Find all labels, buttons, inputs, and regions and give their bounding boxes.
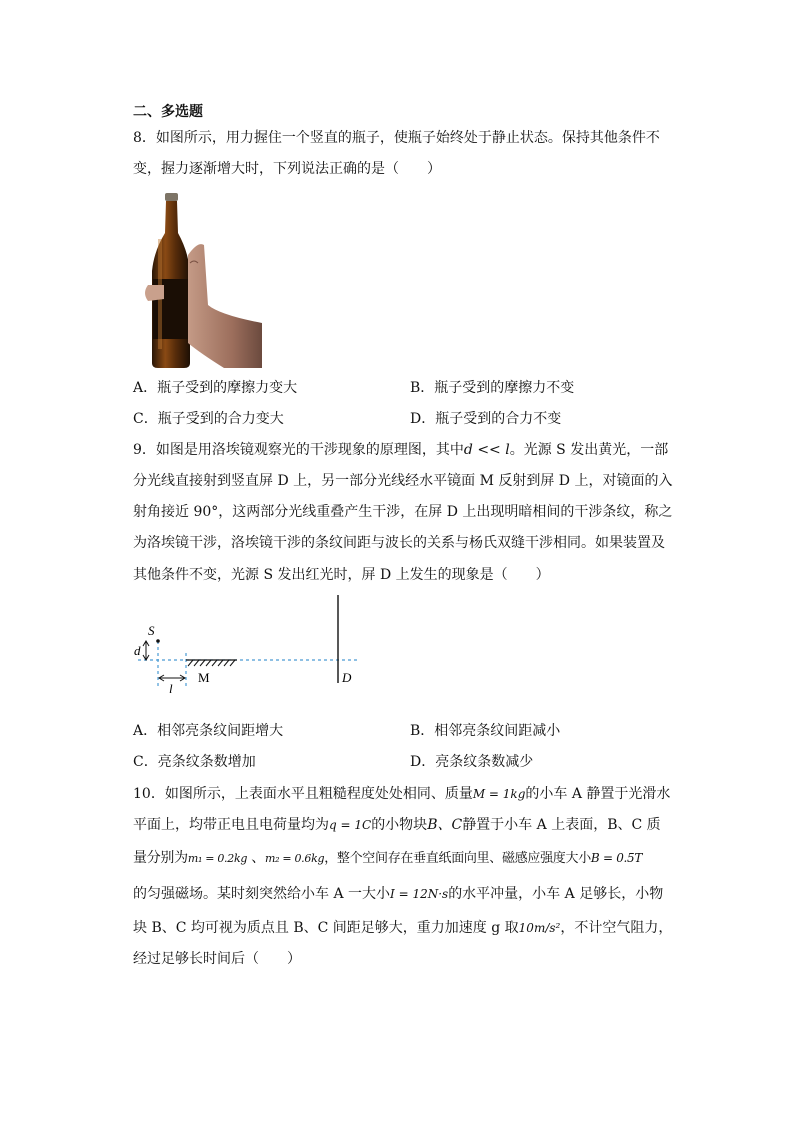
lloyd-mirror-diagram bbox=[130, 593, 370, 698]
q10-line2-part-a: 平面上，均带正电且电荷量均为 bbox=[133, 817, 329, 833]
q9-text-line2: 分光线直接射到竖直屏 D 上，另一部分光线经水平镜面 M 反射到屏 D 上，对镜面的入 bbox=[133, 473, 673, 489]
q9-option-c[interactable]: C．亮条纹条数增加 bbox=[133, 754, 256, 770]
q9-option-b[interactable]: B．相邻亮条纹间距减小 bbox=[410, 723, 561, 739]
q10-math-charge: q = 1C bbox=[329, 818, 372, 832]
q8-option-b[interactable]: B．瓶子受到的摩擦力不变 bbox=[410, 380, 575, 396]
q9-option-d[interactable]: D．亮条纹条数减少 bbox=[410, 754, 534, 770]
q9-text-line5: 其他条件不变，光源 S 发出红光时，屏 D 上发生的现象是（ ） bbox=[133, 567, 550, 583]
q9-math-d-much-less-l: d << l bbox=[463, 442, 510, 458]
q10-line5-part-b: ，不计空气阻力， bbox=[560, 920, 673, 936]
label-d: d bbox=[134, 643, 141, 658]
q10-math-gravity: 10m/s² bbox=[518, 921, 561, 935]
q8-option-c[interactable]: C．瓶子受到的合力变大 bbox=[133, 411, 284, 427]
q10-line5-part-a: 块 B、C 均可视为质点且 B、C 间距足够大，重力加速度 g 取 bbox=[133, 920, 519, 936]
q10-text-line4 bbox=[133, 886, 663, 902]
q10-line4-part-b: 的水平冲量，小车 A 足够长，小物 bbox=[448, 886, 664, 902]
q9-text-line1 bbox=[133, 442, 668, 458]
q10-text-line2 bbox=[133, 817, 661, 833]
q10-line2-part-b: 的小物块 bbox=[371, 817, 428, 833]
q10-math-m1: m₁ = 0.2kg bbox=[187, 852, 248, 865]
q9-text-line4: 为洛埃镜干涉，洛埃镜干涉的条纹间距与波长的关系与杨氏双缝干涉相同。如果装置及 bbox=[133, 535, 665, 551]
q10-line4-part-a: 的匀强磁场。某时刻突然给小车 A 一大小 bbox=[133, 886, 391, 902]
label-s: S bbox=[148, 623, 155, 638]
label-m: M bbox=[198, 670, 210, 685]
q10-math-mass-m: M = 1kg bbox=[472, 787, 526, 801]
q8-text-line1: 8．如图所示，用力握住一个竖直的瓶子，使瓶子始终处于静止状态。保持其他条件不 bbox=[133, 130, 660, 146]
q10-line2-part-c: 静置于小车 A 上表面，B、C 质 bbox=[462, 817, 661, 833]
q10-math-impulse: I = 12N·s bbox=[390, 887, 449, 901]
q10-text-line3 bbox=[133, 850, 642, 867]
q10-math-m2: m₂ = 0.6kg bbox=[264, 852, 325, 865]
label-screen-d: D bbox=[342, 670, 352, 685]
q8-text-line2: 变，握力逐渐增大时，下列说法正确的是（ ） bbox=[133, 161, 441, 177]
q8-option-a[interactable]: A．瓶子受到的摩擦力变大 bbox=[133, 380, 298, 396]
q9-line1-part-b: 。光源 S 发出黄光，一部 bbox=[509, 442, 669, 458]
q10-line3-part-c: ，整个空间存在垂直纸面向里、磁感应强度大小 bbox=[324, 851, 591, 866]
q10-text-line5 bbox=[133, 920, 672, 936]
bottle-in-hand-image bbox=[140, 193, 262, 368]
q8-option-d[interactable]: D．瓶子受到的合力不变 bbox=[410, 411, 562, 427]
q10-line1-part-a: 10．如图所示，上表面水平且粗糙程度处处相同、质量 bbox=[133, 786, 473, 802]
q10-line1-part-b: 的小车 A 静置于光滑水 bbox=[525, 786, 671, 802]
q10-text-line1 bbox=[133, 786, 670, 802]
q10-line3-part-b: 、 bbox=[247, 850, 265, 866]
q10-line3-part-a: 量分别为 bbox=[133, 850, 188, 866]
q10-math-b-field: B = 0.5T bbox=[590, 851, 643, 865]
source-point bbox=[156, 639, 160, 643]
q9-option-a[interactable]: A．相邻亮条纹间距增大 bbox=[133, 723, 284, 739]
section-header: 二、多选题 bbox=[133, 104, 203, 120]
q9-text-line3: 射角接近 90°，这两部分光线重叠产生干涉，在屏 D 上出现明暗相间的干涉条纹，称之 bbox=[133, 504, 673, 520]
q9-line1-part-a: 9．如图是用洛埃镜观察光的干涉现象的原理图，其中 bbox=[133, 442, 464, 458]
q10-math-bc: B、C bbox=[427, 817, 463, 833]
q10-text-line6: 经过足够长时间后（ ） bbox=[133, 951, 301, 967]
label-l: l bbox=[169, 681, 173, 696]
